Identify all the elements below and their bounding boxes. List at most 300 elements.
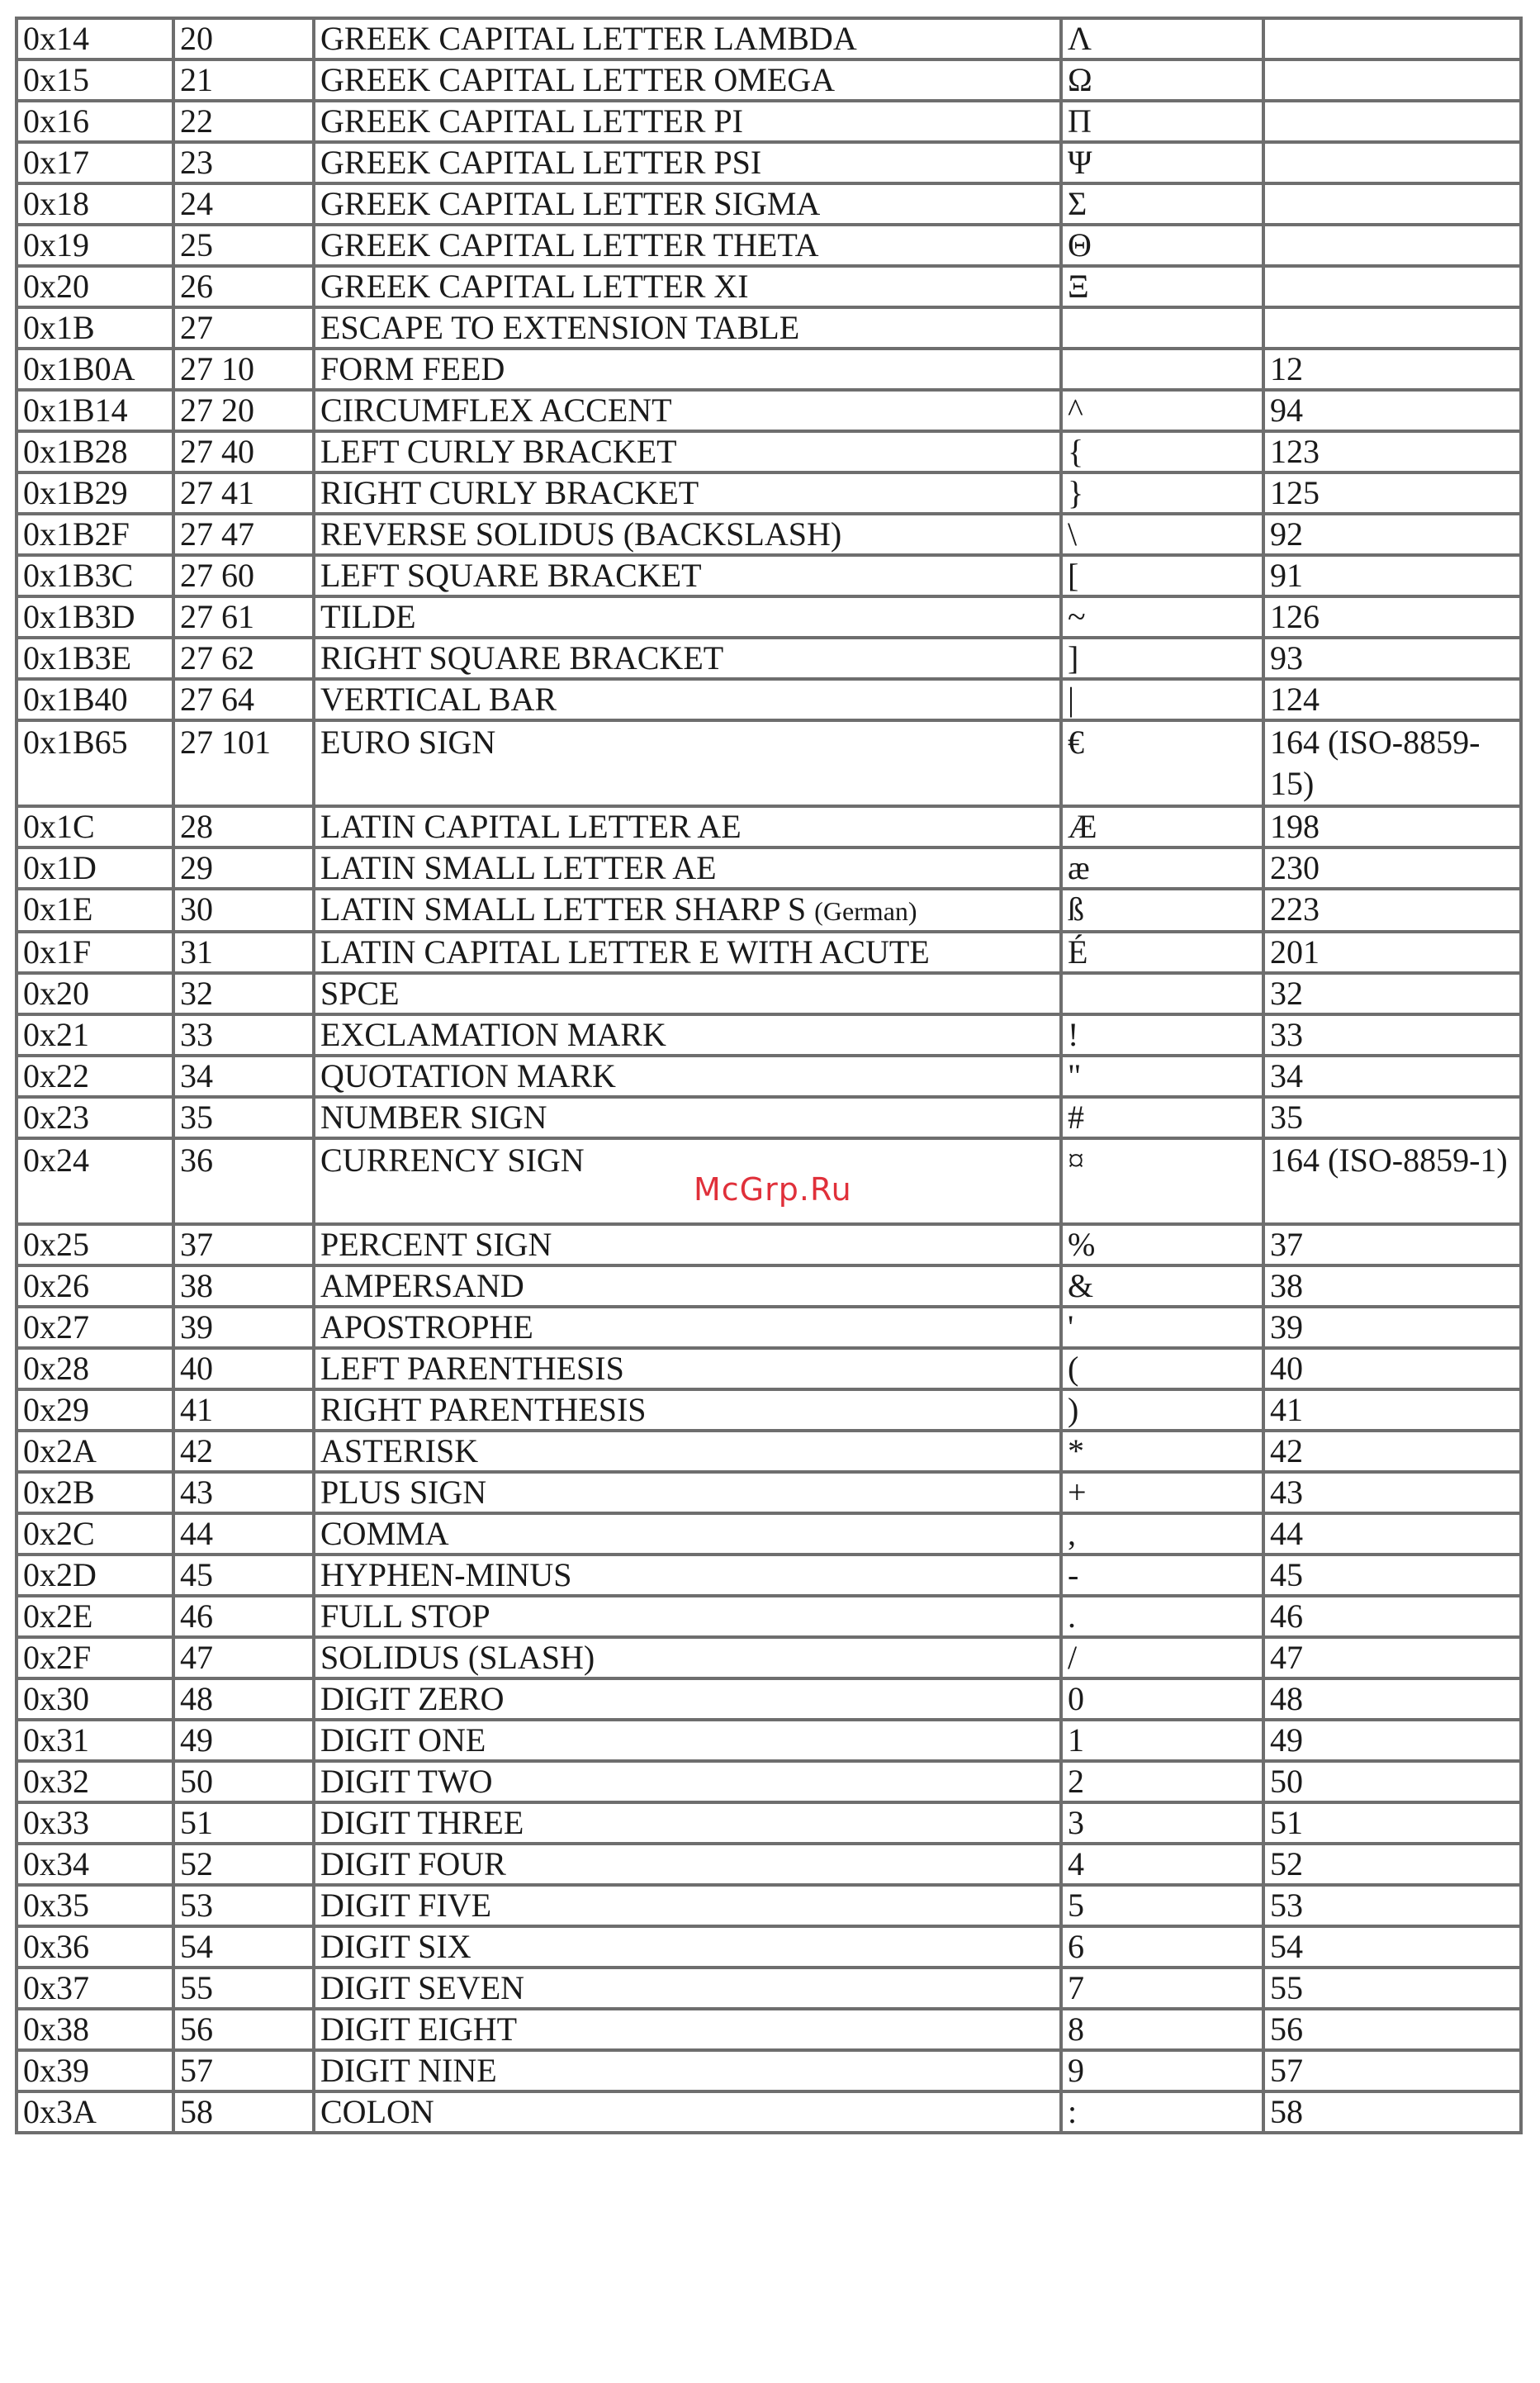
glyph-cell	[1061, 1014, 1263, 1056]
iso-code-cell	[1263, 1138, 1521, 1224]
decimal-code-cell-text: 22	[180, 102, 213, 140]
hex-code-cell-text: 0x2F	[23, 1639, 92, 1676]
hex-code-cell-text: 0x25	[23, 1226, 89, 1263]
glyph-cell	[1061, 142, 1263, 183]
glyph-cell	[1061, 1138, 1263, 1224]
glyph-cell	[1061, 2091, 1263, 2133]
glyph-cell-text: #	[1068, 1099, 1084, 1136]
decimal-code-cell-text: 46	[180, 1597, 213, 1635]
decimal-code-cell	[173, 349, 314, 390]
iso-code-cell	[1263, 889, 1521, 932]
iso-code-cell	[1263, 390, 1521, 431]
glyph-cell	[1061, 555, 1263, 596]
decimal-code-cell	[173, 1138, 314, 1224]
glyph-cell	[1061, 1513, 1263, 1555]
character-name-cell-text: VERTICAL BAR	[320, 681, 557, 718]
character-name-cell	[314, 1844, 1061, 1885]
glyph-cell	[1061, 18, 1263, 59]
hex-code-cell-text: 0x37	[23, 1969, 89, 2006]
character-name-cell	[314, 806, 1061, 847]
table-row	[17, 806, 1521, 847]
decimal-code-cell	[173, 1513, 314, 1555]
hex-code-cell	[17, 1138, 173, 1224]
decimal-code-cell	[173, 266, 314, 307]
glyph-cell	[1061, 1307, 1263, 1348]
hex-code-cell	[17, 1513, 173, 1555]
character-name-cell	[314, 307, 1061, 349]
iso-code-cell-text: 55	[1270, 1969, 1303, 2006]
hex-code-cell	[17, 266, 173, 307]
glyph-cell	[1061, 1968, 1263, 2009]
hex-code-cell-text: 0x29	[23, 1391, 89, 1428]
hex-code-cell	[17, 1265, 173, 1307]
character-name-cell-text: ESCAPE TO EXTENSION TABLE	[320, 309, 800, 346]
glyph-cell-text: Σ	[1068, 185, 1087, 222]
hex-code-cell-text: 0x35	[23, 1887, 89, 1924]
character-name-cell	[314, 472, 1061, 514]
character-name-cell-text: DIGIT THREE	[320, 1804, 524, 1841]
character-name-cell-text: REVERSE SOLIDUS (BACKSLASH)	[320, 515, 842, 553]
character-name-cell-text: QUOTATION MARK	[320, 1057, 616, 1094]
character-name-cell	[314, 1097, 1061, 1138]
glyph-cell-text: &	[1068, 1267, 1094, 1304]
character-name-cell-text: GREEK CAPITAL LETTER XI	[320, 268, 749, 305]
glyph-cell-text: ß	[1068, 890, 1084, 928]
hex-code-cell	[17, 307, 173, 349]
glyph-cell	[1061, 1224, 1263, 1265]
iso-code-cell	[1263, 1224, 1521, 1265]
hex-code-cell-text: 0x1E	[23, 890, 93, 928]
table-row	[17, 225, 1521, 266]
table-row	[17, 390, 1521, 431]
iso-code-cell	[1263, 596, 1521, 638]
iso-code-cell	[1263, 2050, 1521, 2091]
character-name-cell	[314, 1555, 1061, 1596]
iso-code-cell	[1263, 1926, 1521, 1968]
iso-code-cell-text: 125	[1270, 474, 1320, 511]
hex-code-cell	[17, 1431, 173, 1472]
hex-code-cell	[17, 1348, 173, 1389]
glyph-cell	[1061, 1056, 1263, 1097]
glyph-cell-text: "	[1068, 1057, 1082, 1094]
iso-code-cell	[1263, 1844, 1521, 1885]
character-name-cell	[314, 101, 1061, 142]
hex-code-cell	[17, 806, 173, 847]
character-name-cell	[314, 266, 1061, 307]
decimal-code-cell	[173, 1844, 314, 1885]
iso-code-cell	[1263, 514, 1521, 555]
hex-code-cell-text: 0x31	[23, 1721, 89, 1759]
character-name-cell-text: RIGHT SQUARE BRACKET	[320, 639, 724, 676]
character-name-cell	[314, 1431, 1061, 1472]
iso-code-cell	[1263, 1720, 1521, 1761]
table-row	[17, 349, 1521, 390]
glyph-cell	[1061, 596, 1263, 638]
glyph-cell-text: €	[1068, 724, 1084, 761]
glyph-cell	[1061, 1802, 1263, 1844]
decimal-code-cell-text: 54	[180, 1928, 213, 1965]
table-row	[17, 1678, 1521, 1720]
hex-code-cell-text: 0x2C	[23, 1515, 95, 1552]
glyph-cell	[1061, 1389, 1263, 1431]
hex-code-cell-text: 0x30	[23, 1680, 89, 1717]
glyph-cell-text: 0	[1068, 1680, 1084, 1717]
iso-code-cell-text: 42	[1270, 1432, 1303, 1469]
decimal-code-cell	[173, 806, 314, 847]
character-name-cell-text: AMPERSAND	[320, 1267, 524, 1304]
iso-code-cell-text: 223	[1270, 890, 1320, 928]
character-name-cell-text: LATIN SMALL LETTER AE	[320, 849, 717, 886]
glyph-cell	[1061, 1348, 1263, 1389]
character-name-cell	[314, 1720, 1061, 1761]
character-name-cell	[314, 18, 1061, 59]
iso-code-cell	[1263, 1389, 1521, 1431]
iso-code-cell-text: 58	[1270, 2093, 1303, 2130]
iso-code-cell-text: 93	[1270, 639, 1303, 676]
decimal-code-cell	[173, 514, 314, 555]
iso-code-cell-text: 56	[1270, 2010, 1303, 2048]
iso-code-cell	[1263, 307, 1521, 349]
iso-code-cell-text: 37	[1270, 1226, 1303, 1263]
table-row	[17, 183, 1521, 225]
hex-code-cell-text: 0x1B3D	[23, 598, 135, 635]
glyph-cell-text: +	[1068, 1474, 1087, 1511]
hex-code-cell-text: 0x26	[23, 1267, 89, 1304]
glyph-cell-text: )	[1068, 1391, 1079, 1428]
hex-code-cell-text: 0x2A	[23, 1432, 97, 1469]
character-name-cell	[314, 973, 1061, 1014]
iso-code-cell	[1263, 1968, 1521, 2009]
character-name-cell	[314, 720, 1061, 806]
table-row	[17, 1802, 1521, 1844]
hex-code-cell	[17, 1885, 173, 1926]
character-name-cell-text: LATIN CAPITAL LETTER E WITH ACUTE	[320, 933, 930, 971]
decimal-code-cell	[173, 2009, 314, 2050]
hex-code-cell-text: 0x1F	[23, 933, 92, 971]
character-name-cell	[314, 1014, 1061, 1056]
character-name-cell	[314, 1596, 1061, 1637]
glyph-cell	[1061, 1720, 1263, 1761]
decimal-code-cell	[173, 142, 314, 183]
iso-code-cell	[1263, 1637, 1521, 1678]
hex-code-cell	[17, 1472, 173, 1513]
hex-code-cell	[17, 1926, 173, 1968]
iso-code-cell-text: 124	[1270, 681, 1320, 718]
decimal-code-cell	[173, 679, 314, 720]
hex-code-cell	[17, 390, 173, 431]
hex-code-cell	[17, 472, 173, 514]
character-name-cell-text: LATIN SMALL LETTER SHARP S	[320, 890, 807, 928]
table-row	[17, 1926, 1521, 1968]
iso-code-cell-text: 41	[1270, 1391, 1303, 1428]
glyph-cell	[1061, 847, 1263, 889]
iso-code-cell-text: 164 (ISO-8859-1)	[1270, 1142, 1508, 1179]
hex-code-cell	[17, 142, 173, 183]
hex-code-cell-text: 0x36	[23, 1928, 89, 1965]
decimal-code-cell-text: 38	[180, 1267, 213, 1304]
glyph-cell	[1061, 2050, 1263, 2091]
decimal-code-cell-text: 26	[180, 268, 213, 305]
hex-code-cell-text: 0x1B14	[23, 392, 128, 429]
character-name-cell	[314, 889, 1061, 932]
decimal-code-cell-text: 27 61	[180, 598, 254, 635]
hex-code-cell-text: 0x1B65	[23, 724, 128, 761]
decimal-code-cell	[173, 1968, 314, 2009]
character-name-cell-text: SPCE	[320, 975, 400, 1012]
hex-code-cell	[17, 889, 173, 932]
decimal-code-cell-text: 28	[180, 808, 213, 845]
decimal-code-cell	[173, 1431, 314, 1472]
glyph-cell-text: 1	[1068, 1721, 1084, 1759]
table-row	[17, 266, 1521, 307]
iso-code-cell-text: 49	[1270, 1721, 1303, 1759]
decimal-code-cell	[173, 1014, 314, 1056]
decimal-code-cell-text: 27 10	[180, 350, 254, 387]
decimal-code-cell	[173, 889, 314, 932]
character-name-cell-text: CIRCUMFLEX ACCENT	[320, 392, 672, 429]
character-name-cell-text: HYPHEN-MINUS	[320, 1556, 572, 1593]
iso-code-cell	[1263, 2091, 1521, 2133]
decimal-code-cell-text: 24	[180, 185, 213, 222]
iso-code-cell	[1263, 1885, 1521, 1926]
hex-code-cell	[17, 1596, 173, 1637]
glyph-cell	[1061, 1637, 1263, 1678]
iso-code-cell	[1263, 1472, 1521, 1513]
decimal-code-cell-text: 29	[180, 849, 213, 886]
character-name-note: (German)	[814, 896, 917, 926]
glyph-cell-text: É	[1068, 933, 1088, 971]
decimal-code-cell	[173, 1720, 314, 1761]
iso-code-cell-text: 39	[1270, 1308, 1303, 1346]
glyph-cell	[1061, 390, 1263, 431]
glyph-cell	[1061, 1885, 1263, 1926]
decimal-code-cell-text: 53	[180, 1887, 213, 1924]
character-name-cell	[314, 1307, 1061, 1348]
decimal-code-cell-text: 39	[180, 1308, 213, 1346]
iso-code-cell	[1263, 1596, 1521, 1637]
table-row	[17, 679, 1521, 720]
character-name-cell	[314, 514, 1061, 555]
iso-code-cell	[1263, 679, 1521, 720]
table-row	[17, 2009, 1521, 2050]
table-row	[17, 307, 1521, 349]
character-name-cell	[314, 1802, 1061, 1844]
hex-code-cell	[17, 1097, 173, 1138]
table-row	[17, 1097, 1521, 1138]
decimal-code-cell	[173, 1265, 314, 1307]
hex-code-cell	[17, 1056, 173, 1097]
hex-code-cell	[17, 596, 173, 638]
table-row	[17, 932, 1521, 973]
glyph-cell-text: 5	[1068, 1887, 1084, 1924]
decimal-code-cell	[173, 18, 314, 59]
character-name-cell	[314, 1389, 1061, 1431]
table-row	[17, 1224, 1521, 1265]
character-name-cell	[314, 1637, 1061, 1678]
character-name-cell-text: EXCLAMATION MARK	[320, 1016, 666, 1053]
decimal-code-cell	[173, 847, 314, 889]
iso-code-cell	[1263, 973, 1521, 1014]
decimal-code-cell	[173, 2050, 314, 2091]
glyph-cell-text: Ω	[1068, 61, 1092, 98]
table-row	[17, 1513, 1521, 1555]
iso-code-cell-text: 57	[1270, 2052, 1303, 2089]
hex-code-cell	[17, 1761, 173, 1802]
character-name-cell-text: DIGIT FOUR	[320, 1845, 506, 1882]
hex-code-cell	[17, 1637, 173, 1678]
decimal-code-cell	[173, 1637, 314, 1678]
table-row	[17, 1844, 1521, 1885]
glyph-cell-text: !	[1068, 1016, 1079, 1053]
hex-code-cell-text: 0x23	[23, 1099, 89, 1136]
iso-code-cell-text: 38	[1270, 1267, 1303, 1304]
glyph-cell-text: Ψ	[1068, 144, 1092, 181]
glyph-cell	[1061, 973, 1263, 1014]
iso-code-cell	[1263, 1014, 1521, 1056]
decimal-code-cell	[173, 1555, 314, 1596]
hex-code-cell	[17, 847, 173, 889]
iso-code-cell-text: 51	[1270, 1804, 1303, 1841]
glyph-cell	[1061, 932, 1263, 973]
hex-code-cell-text: 0x2D	[23, 1556, 97, 1593]
iso-code-cell-text: 44	[1270, 1515, 1303, 1552]
decimal-code-cell-text: 27 20	[180, 392, 254, 429]
character-name-cell-text: RIGHT PARENTHESIS	[320, 1391, 647, 1428]
table-row	[17, 1389, 1521, 1431]
decimal-code-cell-text: 41	[180, 1391, 213, 1428]
iso-code-cell	[1263, 806, 1521, 847]
hex-code-cell	[17, 225, 173, 266]
hex-code-cell	[17, 18, 173, 59]
character-name-cell-text: FORM FEED	[320, 350, 505, 387]
iso-code-cell	[1263, 431, 1521, 472]
hex-code-cell-text: 0x1B2F	[23, 515, 130, 553]
decimal-code-cell	[173, 1802, 314, 1844]
hex-code-cell	[17, 2009, 173, 2050]
iso-code-cell	[1263, 183, 1521, 225]
hex-code-cell-text: 0x21	[23, 1016, 89, 1053]
character-name-cell	[314, 1224, 1061, 1265]
character-name-cell-text: LATIN CAPITAL LETTER AE	[320, 808, 742, 845]
glyph-cell-text: Θ	[1068, 226, 1092, 263]
character-name-cell-text: DIGIT TWO	[320, 1763, 493, 1800]
glyph-cell	[1061, 2009, 1263, 2050]
decimal-code-cell	[173, 472, 314, 514]
table-row	[17, 1761, 1521, 1802]
glyph-cell-text: Π	[1068, 102, 1092, 140]
table-row	[17, 472, 1521, 514]
table-row	[17, 59, 1521, 101]
hex-code-cell	[17, 555, 173, 596]
hex-code-cell-text: 0x24	[23, 1142, 89, 1179]
glyph-cell	[1061, 431, 1263, 472]
glyph-cell-text: |	[1068, 681, 1075, 718]
character-name-cell	[314, 1968, 1061, 2009]
character-name-cell-text: SOLIDUS (SLASH)	[320, 1639, 595, 1676]
iso-code-cell	[1263, 1678, 1521, 1720]
decimal-code-cell	[173, 720, 314, 806]
glyph-cell	[1061, 806, 1263, 847]
glyph-cell-text: 9	[1068, 2052, 1084, 2089]
character-name-cell	[314, 2009, 1061, 2050]
decimal-code-cell	[173, 1056, 314, 1097]
glyph-cell	[1061, 1761, 1263, 1802]
decimal-code-cell-text: 45	[180, 1556, 213, 1593]
hex-code-cell-text: 0x22	[23, 1057, 89, 1094]
decimal-code-cell	[173, 183, 314, 225]
table-row	[17, 1265, 1521, 1307]
hex-code-cell	[17, 349, 173, 390]
hex-code-cell	[17, 59, 173, 101]
hex-code-cell	[17, 1389, 173, 1431]
hex-code-cell-text: 0x1B40	[23, 681, 128, 718]
character-name-cell-text: PLUS SIGN	[320, 1474, 487, 1511]
iso-code-cell-text: 53	[1270, 1887, 1303, 1924]
watermark: McGrp.Ru	[694, 1171, 852, 1208]
character-name-cell	[314, 59, 1061, 101]
table-row	[17, 1307, 1521, 1348]
table-row	[17, 1720, 1521, 1761]
table-row	[17, 1014, 1521, 1056]
hex-code-cell	[17, 720, 173, 806]
decimal-code-cell-text: 57	[180, 2052, 213, 2089]
decimal-code-cell	[173, 59, 314, 101]
hex-code-cell-text: 0x18	[23, 185, 89, 222]
glyph-cell-text: /	[1068, 1639, 1078, 1676]
iso-code-cell-text: 43	[1270, 1474, 1303, 1511]
hex-code-cell-text: 0x16	[23, 102, 89, 140]
character-name-cell	[314, 1761, 1061, 1802]
glyph-cell	[1061, 638, 1263, 679]
glyph-cell	[1061, 1555, 1263, 1596]
table-row	[17, 1472, 1521, 1513]
character-name-cell-text: GREEK CAPITAL LETTER LAMBDA	[320, 20, 857, 57]
decimal-code-cell-text: 27	[180, 309, 213, 346]
iso-code-cell	[1263, 1513, 1521, 1555]
decimal-code-cell-text: 32	[180, 975, 213, 1012]
hex-code-cell	[17, 1224, 173, 1265]
hex-code-cell	[17, 638, 173, 679]
character-name-cell	[314, 183, 1061, 225]
hex-code-cell-text: 0x34	[23, 1845, 89, 1882]
table-row	[17, 1596, 1521, 1637]
character-name-cell	[314, 679, 1061, 720]
character-name-cell	[314, 1265, 1061, 1307]
glyph-cell	[1061, 183, 1263, 225]
character-name-cell-text: COLON	[320, 2093, 434, 2130]
decimal-code-cell-text: 58	[180, 2093, 213, 2130]
character-name-cell-text: LEFT PARENTHESIS	[320, 1350, 624, 1387]
hex-code-cell-text: 0x39	[23, 2052, 89, 2089]
character-name-cell	[314, 555, 1061, 596]
glyph-cell	[1061, 349, 1263, 390]
character-name-cell	[314, 1056, 1061, 1097]
character-name-cell-text: LEFT CURLY BRACKET	[320, 433, 677, 470]
character-name-cell	[314, 932, 1061, 973]
glyph-cell-text: .	[1068, 1597, 1076, 1635]
hex-code-cell-text: 0x15	[23, 61, 89, 98]
character-name-cell-text: DIGIT ZERO	[320, 1680, 505, 1717]
decimal-code-cell	[173, 932, 314, 973]
glyph-cell-text: æ	[1068, 849, 1090, 886]
iso-code-cell	[1263, 266, 1521, 307]
iso-code-cell-text: 54	[1270, 1928, 1303, 1965]
glyph-cell-text: 2	[1068, 1763, 1084, 1800]
character-name-cell	[314, 1885, 1061, 1926]
hex-code-cell	[17, 1555, 173, 1596]
hex-code-cell	[17, 1307, 173, 1348]
decimal-code-cell	[173, 1926, 314, 1968]
